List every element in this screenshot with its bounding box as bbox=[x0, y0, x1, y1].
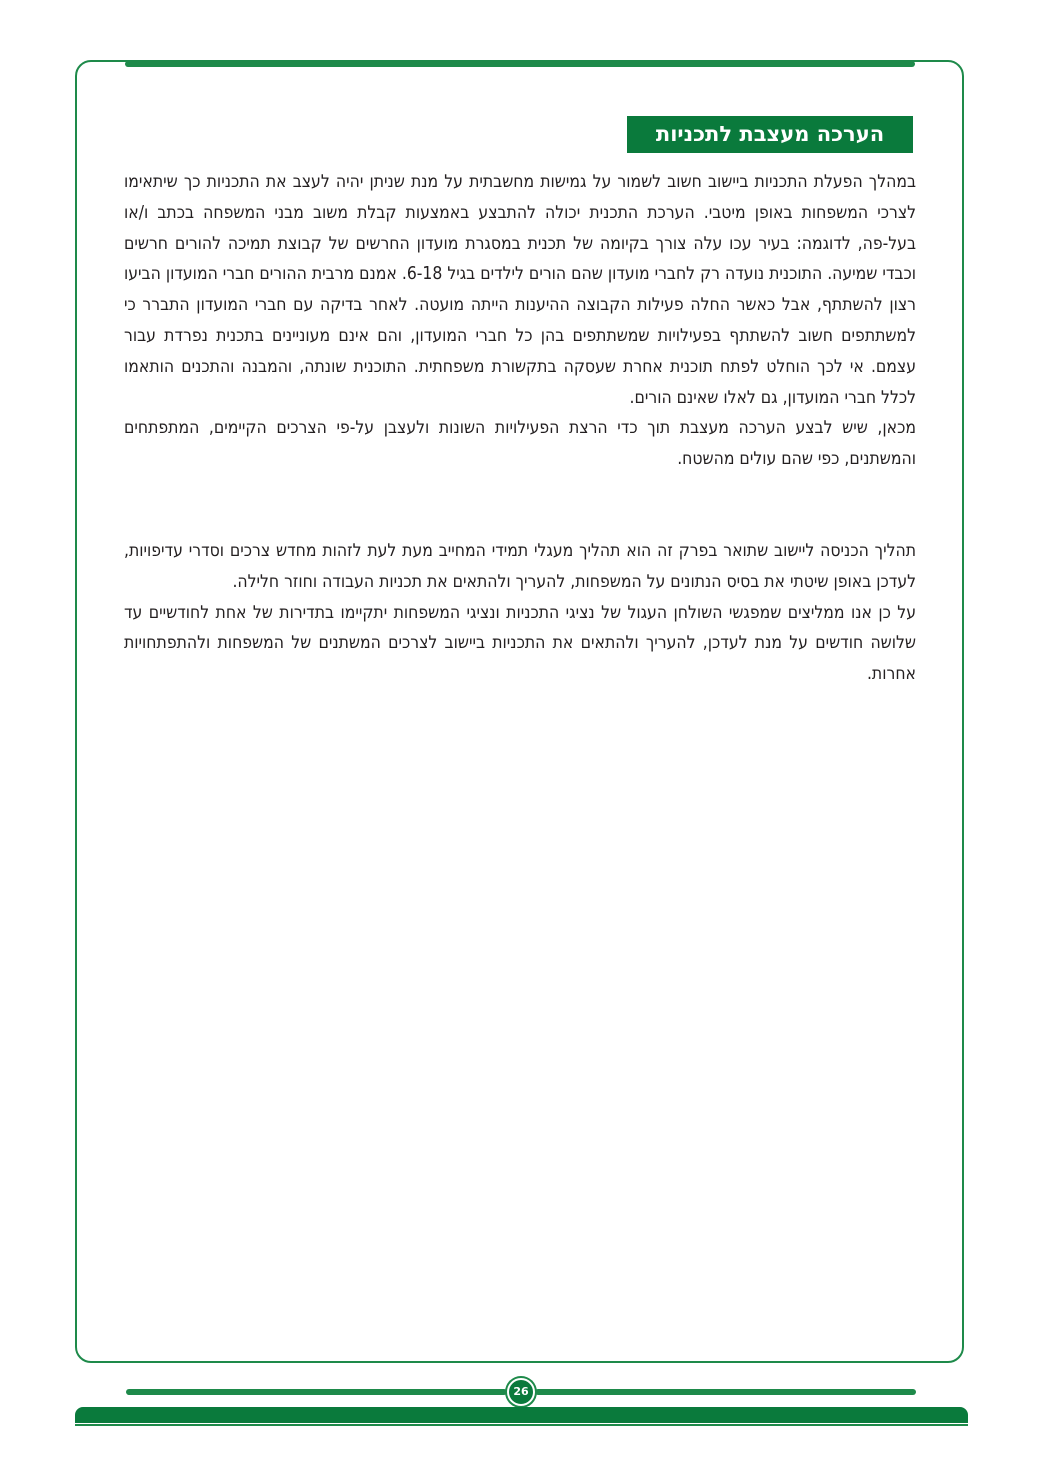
paragraph: במהלך הפעלת התכניות ביישוב חשוב לשמור על גמישות מחשבתית על מנת שניתן יהיה לעצב את התכניות כך שיתאימו לצרכי המשפחות באופן מיטבי. הערכת התכנית יכולה להתבצע באמצעות קבלת משוב מבני המשפחה בכתב ו/או בעל-פה, לדוגמה: בעיר עכו עלה צורך בקיומה של תכנית במסגרת מועדון החרשים של קבוצת תמיכה להורים חרשים וכבדי שמיעה. התוכנית נועדה רק לחברי מועדון שהם הורים לילדים בגיל 6-18. אמנם מרבית ההורים חברי המועדון הביעו רצון להשתתף, אבל כאשר החלה פעילות הקבוצה ההיענות הייתה מועטה. לאחר בדיקה עם חברי המועדון התברר כי למשתתפים חשוב להשתתף בפעילויות שמשתתפים בהן כל חברי המועדון, והם אינם מעוניינים בתכנית נפרדת עבור עצמם. אי לכך הוחלט לפתח תוכנית אחרת שעסקה בתקשורת משפחתית. התוכנית שונתה, והמבנה והתכנים הותאמו לכלל חברי המועדון, גם לאלו שאינם הורים. bbox=[124, 172, 916, 408]
footer-band bbox=[75, 1407, 968, 1423]
paragraph-gap bbox=[124, 475, 916, 536]
body-text bbox=[124, 167, 916, 690]
paragraph: על כן אנו ממליצים שמפגשי השולחן העגול של נציגי התכניות ונציגי המשפחות יתקיימו בתדירות של אחת לחודשיים עד שלושה חודשים על מנת לעדכן, להעריך ולהתאים את התכניות ביישוב לצרכים המשתנים של המשפחות ולהתפתחויות אחרות. bbox=[124, 602, 916, 685]
page-number-badge: 26 bbox=[507, 1378, 535, 1406]
footer-line-right bbox=[535, 1389, 916, 1395]
footer-thin-line bbox=[75, 1424, 968, 1426]
footer-line-left bbox=[126, 1389, 507, 1395]
section-heading: הערכה מעצבת לתכניות bbox=[627, 116, 913, 153]
paragraph: תהליך הכניסה ליישוב שתואר בפרק זה הוא תהליך מעגלי תמידי המחייב מעת לעת לזהות מחדש צרכים וסדרי עדיפויות, לעדכן באופן שיטתי את בסיס הנתונים על המשפחות, להעריך ולהתאים את תכניות העבודה וחוזר חלילה. bbox=[124, 540, 916, 592]
paragraph: מכאן, שיש לבצע הערכה מעצבת תוך כדי הרצת הפעילויות השונות ולעצבן על-פי הצרכים הקיימים, המתפתחים והמשתנים, כפי שהם עולים מהשטח. bbox=[124, 418, 916, 470]
top-decorative-bar bbox=[125, 61, 915, 67]
